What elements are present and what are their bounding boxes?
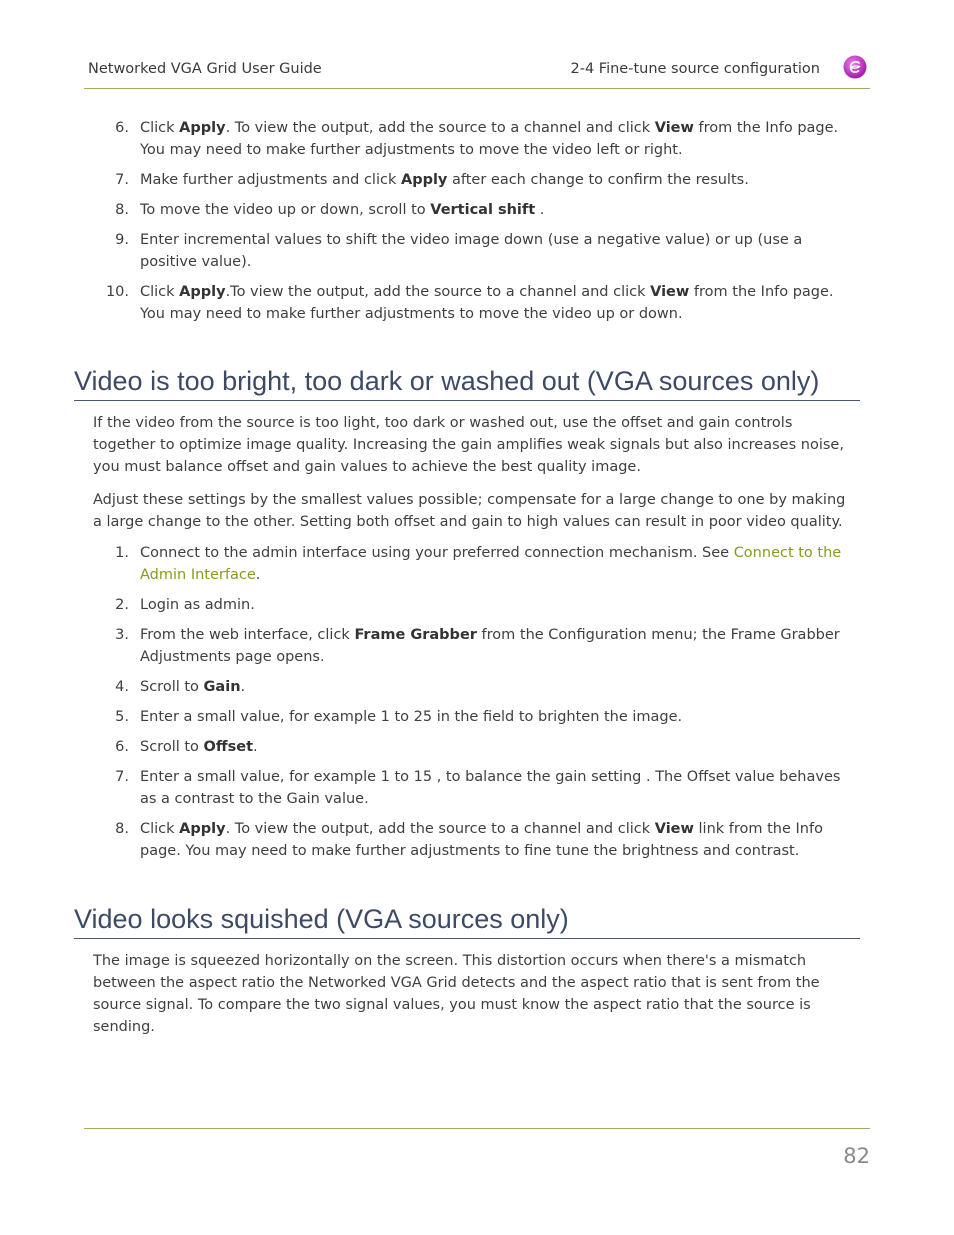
step-text-run: Scroll to (140, 739, 204, 755)
step-text-run: Enter a small value, for example 1 to 15 , to balance the gain setting . The Offset value behaves as a contrast to the Gain value. (140, 769, 841, 807)
step-text (140, 766, 858, 810)
paragraph: Adjust these settings by the smallest values possible; compensate for a large change to one by making a large change to the other. Setting both offset and gain to high values can result in poor video quality. (93, 492, 846, 530)
step-text (140, 736, 858, 758)
step-text-run: link from the Info page. You may need to make further adjustments to fine tune the brightness and contrast. (140, 821, 823, 859)
step-text-run: Make further adjustments and click (140, 172, 401, 188)
document-title: Networked VGA Grid User Guide (88, 61, 322, 77)
list-item (0, 736, 954, 758)
section-title: 2-4 Fine-tune source configuration (570, 61, 820, 77)
step-number: 10. (105, 284, 129, 300)
list-item (0, 281, 954, 325)
step-text (140, 542, 858, 586)
step-number: 7. (115, 172, 129, 188)
list-item (0, 624, 954, 668)
step-text (140, 706, 858, 728)
step-text-run: . (535, 202, 545, 218)
brand-logo-icon (843, 55, 867, 79)
bold-term: Gain (203, 679, 241, 695)
bold-term: Apply (400, 172, 448, 188)
step-text (140, 229, 858, 273)
bold-term: View (650, 284, 690, 300)
step-text-run: Enter incremental values to shift the video image down (use a negative value) or up (use a positive value). (140, 232, 803, 270)
step-text (140, 199, 858, 221)
step-text-run: . (253, 739, 258, 755)
step-text (140, 169, 858, 191)
step-number: 1. (115, 545, 129, 561)
bold-term: Apply (179, 120, 226, 136)
page-number: 82 (843, 1144, 870, 1168)
step-number: 5. (115, 709, 129, 725)
step-text-run: To move the video up or down, scroll to (140, 202, 431, 218)
bold-term: View (654, 120, 694, 136)
connect-admin-link[interactable]: Connect to the Admin Interface (140, 545, 842, 583)
steps-list-continued (0, 117, 954, 325)
step-text-run: Login as admin. (140, 597, 255, 613)
list-item (0, 818, 954, 862)
bold-term: Apply (179, 284, 226, 300)
step-text-run: Click (140, 821, 180, 837)
step-text-run: . (240, 679, 246, 695)
list-item (0, 542, 954, 586)
step-text-run: Click (140, 284, 180, 300)
step-text-run: after each change to confirm the results. (447, 172, 749, 188)
step-text (140, 281, 858, 325)
step-number: 7. (115, 769, 129, 785)
step-text (140, 594, 858, 616)
step-number: 9. (115, 232, 129, 248)
step-text-run: from the Info page. You may need to make further adjustments to move the video left or right. (140, 120, 839, 158)
step-text-run: Enter a small value, for example 1 to 25 in the field to brighten the image. (140, 709, 683, 725)
bold-term: Apply (179, 821, 226, 837)
list-item (0, 766, 954, 810)
step-text (140, 676, 858, 698)
step-text (140, 117, 858, 161)
list-item (0, 594, 954, 616)
list-item (0, 199, 954, 221)
step-text-run: . (255, 567, 261, 583)
step-number: 2. (115, 597, 129, 613)
step-number: 6. (115, 120, 129, 136)
step-text-run: From the web interface, click (140, 627, 355, 643)
step-text-run: .To view the output, add the source to a channel and click (225, 284, 651, 300)
bold-term: Vertical shift (430, 202, 536, 218)
bold-term: View (654, 821, 694, 837)
list-item (0, 229, 954, 273)
step-text (140, 818, 858, 862)
steps-list-brightness (0, 542, 954, 862)
footer-rule (84, 1128, 870, 1129)
step-text-run: . To view the output, add the source to a channel and click (225, 821, 655, 837)
step-text-run: from the Info page. You may need to make further adjustments to move the video up or down. (140, 284, 834, 322)
step-number: 8. (115, 821, 129, 837)
page-header (84, 52, 870, 89)
bold-term: Frame Grabber (354, 627, 477, 643)
step-number: 3. (115, 627, 129, 643)
step-text-run: Scroll to (140, 679, 204, 695)
step-number: 8. (115, 202, 129, 218)
paragraph: If the video from the source is too light, too dark or washed out, use the offset and gain controls together to optimize image quality. Increasing the gain amplifies weak signals but also increases noise, you must balance offset and gain values to achieve the best quality image. (93, 415, 844, 475)
step-text-run: Click (140, 120, 180, 136)
step-text (140, 624, 858, 668)
list-item (0, 117, 954, 161)
step-number: 6. (115, 739, 129, 755)
step-text-run: from the Configuration menu; the Frame Grabber Adjustments page opens. (140, 627, 840, 665)
step-number: 4. (115, 679, 129, 695)
step-text-run: Connect to the admin interface using your preferred connection mechanism. See (140, 545, 734, 561)
section-heading-brightness: Video is too bright, too dark or washed out (VGA sources only) (74, 364, 860, 401)
step-text-run: . To view the output, add the source to a channel and click (225, 120, 655, 136)
bold-term: Offset (203, 739, 253, 755)
list-item (0, 169, 954, 191)
section-heading-squished: Video looks squished (VGA sources only) (74, 902, 860, 939)
list-item (0, 676, 954, 698)
list-item (0, 706, 954, 728)
paragraph: The image is squeezed horizontally on the screen. This distortion occurs when there's a mismatch between the aspect ratio the Networked VGA Grid detects and the aspect ratio that is sent from the source signal. To compare the two signal values, you must know the aspect ratio that the source is sending. (93, 953, 820, 1035)
